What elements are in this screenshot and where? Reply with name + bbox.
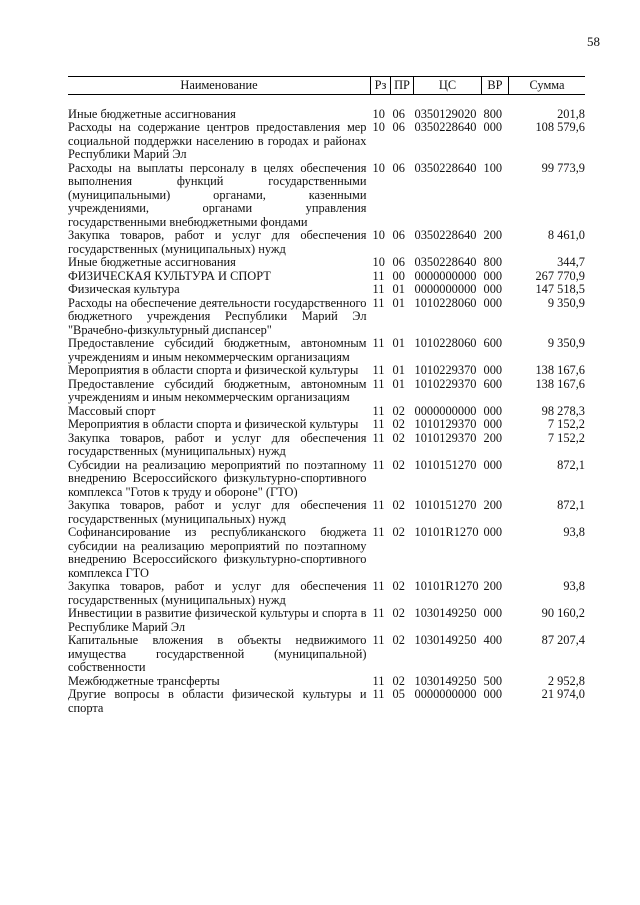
cell-sum: 147 518,5 [535, 282, 585, 296]
cell-vr: 000 [483, 606, 503, 620]
cell-sum: 872,1 [557, 457, 585, 472]
table-row [68, 418, 585, 432]
cell-rz: 11 [372, 282, 385, 296]
table-row [68, 337, 585, 364]
cell-rz: 11 [372, 687, 385, 701]
cell-name: Мероприятия в области спорта и физической культуры [68, 417, 359, 431]
header-vr: ВР [482, 77, 509, 95]
cell-pr: 02 [392, 525, 405, 539]
cell-sum: 8 461,0 [547, 228, 585, 242]
table-row [68, 634, 585, 675]
budget-table [68, 76, 585, 715]
cell-pr: 01 [392, 282, 405, 296]
cell-cs: 0350228640 [414, 228, 477, 242]
cell-vr: 600 [483, 336, 503, 350]
cell-cs: 0000000000 [414, 403, 477, 418]
table-row [68, 270, 585, 284]
cell-sum: 344,7 [557, 255, 585, 269]
cell-pr: 06 [392, 228, 405, 242]
cell-pr: 01 [392, 295, 405, 310]
cell-name: Физическая культура [68, 282, 180, 296]
cell-pr: 00 [392, 268, 405, 283]
cell-pr: 01 [392, 336, 405, 350]
header-rz: Рз [371, 77, 391, 95]
cell-cs: 1010151270 [414, 498, 477, 512]
cell-cs: 0350129020 [414, 106, 477, 121]
cell-rz: 10 [372, 120, 385, 134]
table-row [68, 432, 585, 459]
header-name: Наименование [68, 77, 371, 95]
cell-pr: 02 [392, 606, 405, 620]
cell-vr: 000 [483, 687, 503, 701]
cell-cs: 10101R1270 [414, 579, 479, 593]
cell-cs: 0000000000 [414, 687, 477, 701]
table-row [68, 378, 585, 405]
cell-sum: 108 579,6 [535, 120, 585, 134]
table-row [68, 580, 585, 607]
cell-vr: 000 [483, 282, 503, 296]
cell-name: Иные бюджетные ассигнования [68, 255, 236, 269]
cell-rz: 11 [372, 430, 385, 445]
cell-pr: 02 [392, 673, 405, 688]
cell-pr: 02 [392, 417, 405, 431]
table-row [68, 405, 585, 419]
table-row [68, 283, 585, 297]
table-row [68, 94, 585, 121]
cell-rz: 11 [372, 457, 385, 472]
cell-rz: 11 [372, 633, 385, 647]
cell-pr: 06 [392, 160, 405, 175]
cell-cs: 1030149250 [414, 606, 477, 620]
cell-name: Массовый спорт [68, 403, 156, 418]
header-cs: ЦС [414, 77, 482, 95]
cell-name: Расходы на обеспечение деятельности государственного бюджетного учреждения Республики Марий Эл "Врачебно-физкультурный диспансер" [68, 295, 367, 337]
cell-pr: 06 [392, 255, 405, 269]
cell-rz: 11 [372, 606, 385, 620]
cell-name: Мероприятия в области спорта и физической культуры [68, 363, 359, 377]
cell-vr: 200 [483, 498, 503, 512]
cell-rz: 10 [372, 160, 385, 175]
cell-vr: 200 [483, 228, 503, 242]
cell-rz: 11 [372, 403, 385, 418]
cell-cs: 0000000000 [414, 268, 477, 283]
cell-cs: 1010229370 [414, 376, 477, 391]
cell-sum: 267 770,9 [535, 268, 585, 283]
cell-sum: 2 952,8 [547, 673, 585, 688]
cell-vr: 000 [483, 525, 503, 539]
cell-vr: 000 [483, 268, 503, 283]
cell-cs: 1010129370 [414, 417, 477, 431]
table-row [68, 607, 585, 634]
cell-pr: 02 [392, 457, 405, 472]
cell-rz: 11 [372, 525, 385, 539]
cell-rz: 11 [372, 417, 385, 431]
table-row [68, 688, 585, 715]
cell-cs: 1030149250 [414, 633, 477, 647]
cell-sum: 138 167,6 [535, 376, 585, 391]
cell-sum: 93,8 [563, 525, 585, 539]
table-body [68, 94, 585, 715]
cell-cs: 1010228060 [414, 295, 477, 310]
cell-pr: 02 [392, 633, 405, 647]
cell-rz: 11 [372, 376, 385, 391]
header-sum: Сумма [509, 77, 586, 95]
table-row [68, 459, 585, 500]
cell-vr: 500 [483, 673, 503, 688]
cell-pr: 06 [392, 120, 405, 134]
cell-cs: 1030149250 [414, 673, 477, 688]
cell-name: Субсидии на реализацию мероприятий по поэтапному внедрению Всероссийского физкультурно-спортивного комплекса "Готов к труду и обороне" (ГТО) [68, 457, 367, 499]
cell-rz: 11 [372, 295, 385, 310]
cell-name: Закупка товаров, работ и услуг для обеспечения государственных (муниципальных) нужд [68, 579, 367, 607]
cell-name: Инвестиции в развитие физической культуры и спорта в Республике Марий Эл [68, 606, 367, 634]
cell-vr: 100 [483, 160, 503, 175]
cell-name: Иные бюджетные ассигнования [68, 106, 236, 121]
cell-cs: 1010228060 [414, 336, 477, 350]
table-row [68, 256, 585, 270]
cell-cs: 1010129370 [414, 430, 477, 445]
header-pr: ПР [391, 77, 414, 95]
cell-name: Предоставление субсидий бюджетным, автономным учреждениям и иным некоммерческим организациям [68, 336, 367, 364]
cell-cs: 10101R1270 [414, 525, 479, 539]
cell-vr: 600 [483, 376, 503, 391]
cell-rz: 11 [372, 579, 385, 593]
table-row [68, 121, 585, 162]
cell-name: Расходы на содержание центров предоставления мер социальной поддержки населению в городах и районах Республики Марий Эл [68, 120, 367, 161]
cell-vr: 200 [483, 430, 503, 445]
cell-pr: 02 [392, 403, 405, 418]
cell-vr: 800 [483, 106, 503, 121]
cell-pr: 02 [392, 498, 405, 512]
cell-sum: 93,8 [563, 579, 585, 593]
cell-sum: 98 278,3 [541, 403, 585, 418]
cell-rz: 11 [372, 268, 385, 283]
cell-rz: 11 [372, 363, 385, 377]
cell-vr: 000 [483, 295, 503, 310]
cell-pr: 05 [392, 687, 405, 701]
cell-name: Предоставление субсидий бюджетным, автономным учреждениям и иным некоммерческим организациям [68, 376, 367, 404]
table-row [68, 675, 585, 689]
table-row [68, 229, 585, 256]
cell-cs: 0000000000 [414, 282, 477, 296]
cell-rz: 10 [372, 228, 385, 242]
cell-rz: 11 [372, 498, 385, 512]
cell-rz: 11 [372, 673, 385, 688]
table-row [68, 499, 585, 526]
cell-cs: 0350228640 [414, 255, 477, 269]
cell-vr: 000 [483, 417, 503, 431]
table-row [68, 526, 585, 580]
cell-sum: 201,8 [557, 106, 585, 121]
cell-sum: 99 773,9 [541, 160, 585, 175]
cell-name: ФИЗИЧЕСКАЯ КУЛЬТУРА И СПОРТ [68, 268, 271, 283]
cell-sum: 90 160,2 [541, 606, 585, 620]
cell-sum: 9 350,9 [547, 295, 585, 310]
cell-vr: 200 [483, 579, 503, 593]
header-row [68, 77, 585, 95]
cell-name: Межбюджетные трансферты [68, 673, 220, 688]
cell-vr: 800 [483, 255, 503, 269]
cell-pr: 02 [392, 579, 405, 593]
table-row [68, 364, 585, 378]
page-number: 58 [587, 34, 600, 49]
cell-vr: 000 [483, 120, 503, 134]
table-header [68, 77, 585, 95]
cell-vr: 000 [483, 363, 503, 377]
table-row [68, 297, 585, 338]
cell-sum: 138 167,6 [535, 363, 585, 377]
cell-rz: 10 [372, 255, 385, 269]
cell-rz: 10 [372, 106, 385, 121]
cell-vr: 000 [483, 457, 503, 472]
cell-name: Закупка товаров, работ и услуг для обеспечения государственных (муниципальных) нужд [68, 498, 367, 526]
cell-sum: 9 350,9 [547, 336, 585, 350]
cell-vr: 400 [483, 633, 503, 647]
cell-cs: 1010151270 [414, 457, 477, 472]
cell-cs: 1010229370 [414, 363, 477, 377]
cell-sum: 7 152,2 [547, 417, 585, 431]
cell-cs: 0350228640 [414, 120, 477, 134]
cell-name: Другие вопросы в области физической культуры и спорта [68, 687, 367, 715]
cell-sum: 7 152,2 [547, 430, 585, 445]
cell-pr: 06 [392, 106, 405, 121]
cell-sum: 87 207,4 [541, 633, 585, 647]
cell-pr: 02 [392, 430, 405, 445]
cell-name: Расходы на выплаты персоналу в целях обеспечения выполнения функций государственными (муниципальными) органами, казенными учреждениями, органами управления государственными внебюджетными фондами [68, 160, 367, 229]
cell-name: Закупка товаров, работ и услуг для обеспечения государственных (муниципальных) нужд [68, 430, 367, 458]
cell-vr: 000 [483, 403, 503, 418]
cell-name: Закупка товаров, работ и услуг для обеспечения государственных (муниципальных) нужд [68, 228, 367, 256]
cell-pr: 01 [392, 376, 405, 391]
cell-sum: 872,1 [557, 498, 585, 512]
cell-cs: 0350228640 [414, 160, 477, 175]
cell-pr: 01 [392, 363, 405, 377]
cell-name: Капитальные вложения в объекты недвижимого имущества государственной (муниципальной) собственности [68, 633, 367, 674]
cell-sum: 21 974,0 [541, 687, 585, 701]
cell-name: Софинансирование из республиканского бюджета субсидии на реализацию мероприятий по поэтапному внедрению Всероссийского физкультурно-спортивного комплекса ГТО [68, 525, 367, 580]
table-row [68, 162, 585, 230]
cell-rz: 11 [372, 336, 385, 350]
